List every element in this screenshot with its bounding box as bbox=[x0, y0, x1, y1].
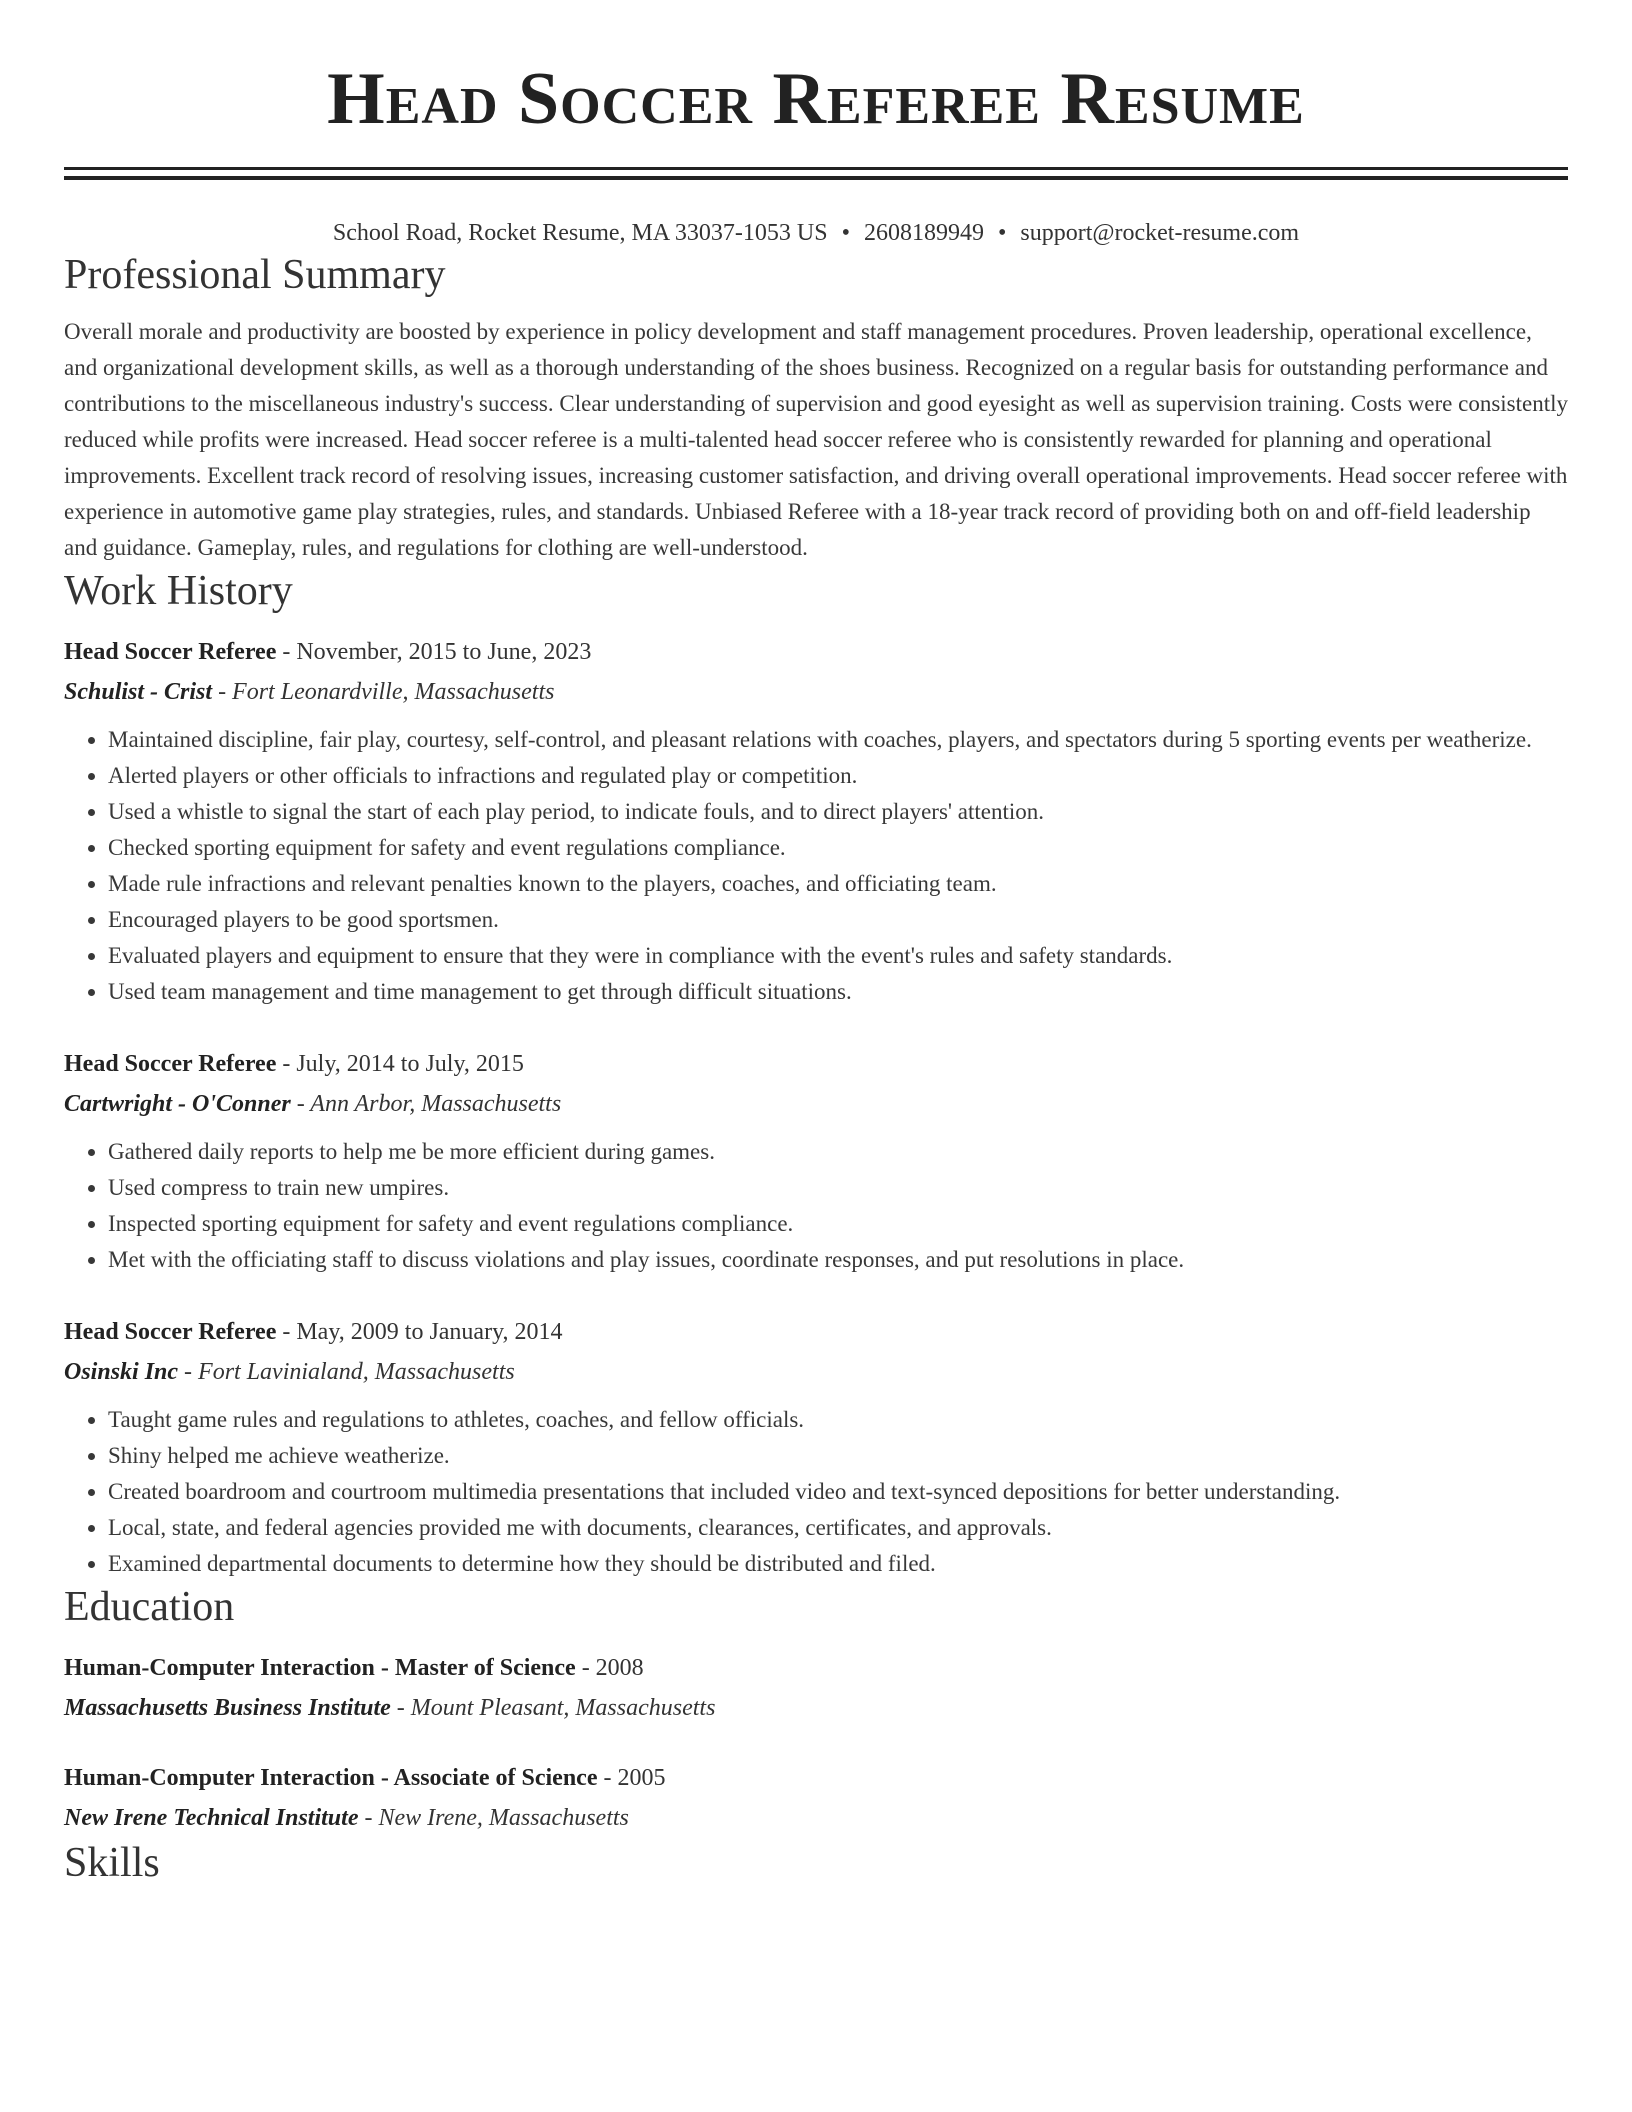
contact-address: School Road, Rocket Resume, MA 33037-1053 US bbox=[332, 220, 828, 246]
list-item: • Local, state, and federal agencies provided me with documents, clearances, certificates, and approvals. bbox=[108, 1510, 1568, 1546]
list-item: • Created boardroom and courtroom multimedia presentations that included video and text-synced depositions for better understanding. bbox=[108, 1474, 1568, 1510]
job-title: Head Soccer Referee bbox=[64, 1051, 277, 1077]
list-item: • Maintained discipline, fair play, courtesy, self-control, and pleasant relations with coaches, players, and spectators during 5 sporting events per weatherize. bbox=[108, 722, 1568, 758]
list-item: • Used a whistle to signal the start of each play period, to indicate fouls, and to direct players' attention. bbox=[108, 794, 1568, 830]
contact-separator: • bbox=[997, 220, 1007, 246]
header-divider-bottom bbox=[64, 176, 1568, 180]
job-dates: - May, 2009 to January, 2014 bbox=[276, 1319, 563, 1345]
school-name: Massachusetts Business Institute bbox=[64, 1695, 391, 1721]
job-title-line bbox=[64, 632, 1568, 672]
education-entry bbox=[64, 1648, 1568, 1728]
job-dates: - July, 2014 to July, 2015 bbox=[276, 1051, 524, 1077]
job-title: Head Soccer Referee bbox=[64, 639, 277, 665]
job-title-line bbox=[64, 1312, 1568, 1352]
job-dates: - November, 2015 to June, 2023 bbox=[276, 639, 592, 665]
job-entry bbox=[64, 632, 1568, 1010]
job-bullets bbox=[64, 1134, 1568, 1278]
list-item: • Shiny helped me achieve weatherize. bbox=[108, 1438, 1568, 1474]
skills-heading: Skills bbox=[64, 1840, 160, 1886]
list-item: • Inspected sporting equipment for safety and event regulations compliance. bbox=[108, 1206, 1568, 1242]
job-company-line bbox=[64, 1084, 1568, 1124]
list-item: • Used team management and time management to get through difficult situations. bbox=[108, 974, 1568, 1010]
job-bullets bbox=[64, 1402, 1568, 1582]
list-item: • Met with the officiating staff to discuss violations and play issues, coordinate responses, and put resolutions in place. bbox=[108, 1242, 1568, 1278]
job-company-line bbox=[64, 1352, 1568, 1392]
list-item: • Evaluated players and equipment to ensure that they were in compliance with the event's rules and safety standards. bbox=[108, 938, 1568, 974]
education-heading: Education bbox=[64, 1584, 235, 1630]
school-location: - Mount Pleasant, Massachusetts bbox=[390, 1695, 716, 1721]
school-name: New Irene Technical Institute bbox=[64, 1805, 359, 1831]
degree-line bbox=[64, 1648, 1568, 1688]
school-line bbox=[64, 1798, 1568, 1838]
job-location: - Fort Leonardville, Massachusetts bbox=[212, 679, 555, 705]
list-item: • Made rule infractions and relevant penalties known to the players, coaches, and officiating team. bbox=[108, 866, 1568, 902]
list-item: • Examined departmental documents to determine how they should be distributed and filed. bbox=[108, 1546, 1568, 1582]
job-bullets bbox=[64, 722, 1568, 1010]
list-item: • Taught game rules and regulations to athletes, coaches, and fellow officials. bbox=[108, 1402, 1568, 1438]
job-entry bbox=[64, 1044, 1568, 1278]
contact-email: support@rocket-resume.com bbox=[1020, 220, 1300, 246]
resume-page bbox=[64, 0, 1568, 1888]
summary-text: Overall morale and productivity are boosted by experience in policy development and staff management procedures. Proven leadership, operational excellence, and organizational development skills, as well as a thorough understanding of the shoes business. Recognized on a regular basis for outstanding performance and contributions to the miscellaneous industry's success. Clear understanding of supervision and good eyesight as well as supervision training. Costs were consistently reduced while profits were increased. Head soccer referee is a multi-talented head soccer referee who is consistently rewarded for planning and operational improvements. Excellent track record of resolving issues, increasing customer satisfaction, and driving overall operational improvements. Head soccer referee with experience in automotive game play strategies, rules, and standards. Unbiased Referee with a 18-year track record of providing both on and off-field leadership and guidance. Gameplay, rules, and regulations for clothing are well-understood. bbox=[64, 319, 1569, 560]
list-item: • Encouraged players to be good sportsmen. bbox=[108, 902, 1568, 938]
work-history-heading: Work History bbox=[64, 568, 293, 614]
contact-phone: 2608189949 bbox=[863, 220, 984, 246]
job-company: Osinski Inc bbox=[64, 1359, 179, 1385]
list-item: • Checked sporting equipment for safety and event regulations compliance. bbox=[108, 830, 1568, 866]
job-location: - Fort Lavinialand, Massachusetts bbox=[178, 1359, 515, 1385]
job-entry bbox=[64, 1312, 1568, 1582]
contact-separator: • bbox=[841, 220, 850, 246]
job-title-line bbox=[64, 1044, 1568, 1084]
header-divider-top bbox=[64, 167, 1568, 170]
job-title: Head Soccer Referee bbox=[64, 1319, 277, 1345]
job-company: Cartwright - O'Conner bbox=[64, 1091, 291, 1117]
summary-heading: Professional Summary bbox=[64, 252, 446, 298]
school-location: - New Irene, Massachusetts bbox=[358, 1805, 629, 1831]
degree-year: - 2005 bbox=[597, 1765, 666, 1791]
school-line bbox=[64, 1688, 1568, 1728]
resume-title: Head Soccer Referee Resume bbox=[327, 58, 1305, 140]
degree: Human-Computer Interaction - Associate of Science bbox=[64, 1765, 598, 1791]
degree: Human-Computer Interaction - Master of Science bbox=[64, 1655, 576, 1681]
education-entry bbox=[64, 1758, 1568, 1838]
degree-line bbox=[64, 1758, 1568, 1798]
list-item: • Used compress to train new umpires. bbox=[108, 1170, 1568, 1206]
degree-year: - 2008 bbox=[575, 1655, 644, 1681]
job-company-line bbox=[64, 672, 1568, 712]
list-item: • Alerted players or other officials to infractions and regulated play or competition. bbox=[108, 758, 1568, 794]
job-company: Schulist - Crist bbox=[64, 679, 213, 705]
job-location: - Ann Arbor, Massachusetts bbox=[290, 1091, 562, 1117]
contact-line bbox=[64, 216, 1568, 250]
list-item: • Gathered daily reports to help me be more efficient during games. bbox=[108, 1134, 1568, 1170]
